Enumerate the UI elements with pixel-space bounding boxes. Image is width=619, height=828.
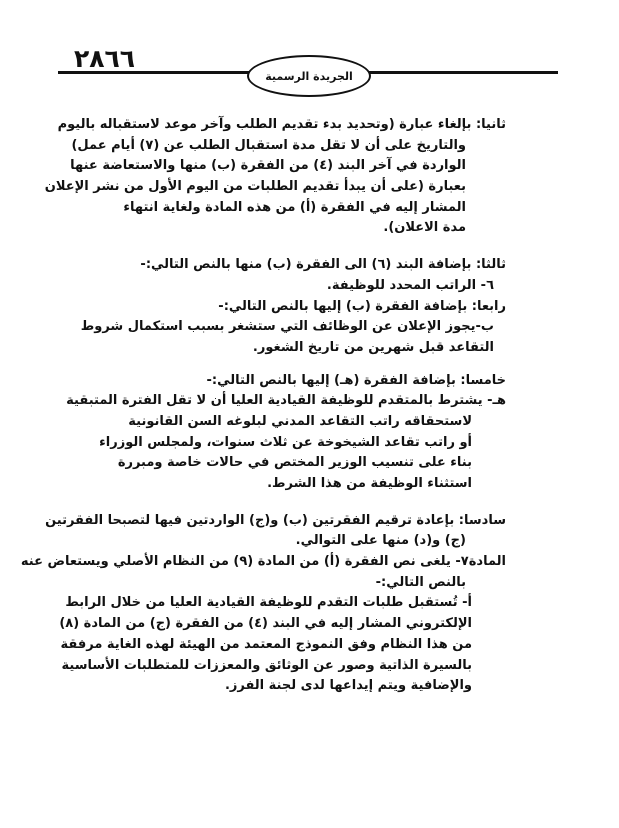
text-line: سادسا: بإعادة ترقيم الفقرتين (ب) و(ج) الواردتين فيها لتصبحا الفقرتين [45, 512, 506, 528]
text-line: استثناء الوظيفة من هذا الشرط. [267, 476, 472, 491]
document-body [20, 115, 506, 697]
text-line: والإضافية ويتم إيداعها لدى لجنة الفرز. [224, 678, 472, 694]
section-second [44, 115, 506, 239]
text-line: مدة الاعلان). [383, 220, 466, 236]
text-line: الواردة في آخر البند (٤) من الفقرة (ب) منها والاستعاضة عنها [70, 158, 466, 174]
text-line: ٦- الراتب المحدد للوظيفة. [326, 277, 494, 293]
text-line: لاستحقاقه راتب التقاعد المدني لبلوغه السن القانونية [128, 413, 472, 429]
section-fifth [60, 371, 506, 495]
gazette-title-oval [247, 55, 371, 97]
section-third [60, 255, 506, 296]
section-heading: ثالثا: بإضافة البند (٦) الى الفقرة (ب) منها بالنص التالي:- [140, 257, 506, 273]
section-fourth [60, 297, 506, 359]
section-heading: خامسا: بإضافة الفقرة (هـ) إليها بالنص التالي:- [206, 372, 506, 388]
text-line: بالسيرة الذاتية وصور عن الوثائق والمعززات للمتطلبات الأساسية [61, 657, 472, 673]
section-heading: رابعا: بإضافة الفقرة (ب) إليها بالنص التالي:- [218, 298, 506, 314]
text-line: المشار إليه في الفقرة (أ) من هذه المادة ولغاية انتهاء [123, 199, 466, 215]
text-line: والتاريخ على أن لا تقل مدة استقبال الطلب عن (٧) أيام عمل) [71, 137, 466, 153]
text-line: أ- تُستقبل طلبات التقدم للوظيفة القيادية العليا من خلال الرابط [65, 595, 472, 611]
section-sixth [45, 511, 506, 552]
article-seven [20, 552, 506, 697]
text-line: أو راتب تقاعد الشيخوخة عن ثلاث سنوات، ولمجلس الوزراء [99, 434, 472, 450]
text-line: الإلكتروني المشار إليه في البند (٤) من الفقرة (ج) من المادة (٨) [59, 616, 472, 632]
text-line: هـ- يشترط بالمتقدم للوظيفة القيادية العليا أن لا تقل الفترة المتبقية [66, 393, 506, 409]
text-line: بعبارة (على أن يبدأ تقديم الطلبات من اليوم الأول من نشر الإعلان [44, 179, 466, 195]
gazette-title: الجريدة الرسمية [265, 69, 353, 83]
text-line: بناء على تنسيب الوزير المختص في حالات خاصة ومبررة [117, 455, 472, 471]
text-line: (ج) و(د) منها على التوالي. [295, 533, 466, 549]
text-line: من هذا النظام وفق النموذج المعتمد من الهيئة لهذه الغاية مرفقة [60, 636, 472, 652]
text-line: ب-يجوز الإعلان عن الوظائف التي ستشغر بسبب استكمال شروط [80, 319, 494, 335]
page-number: ٢٨٦٦ [74, 44, 136, 73]
text-line: بالنص التالي:- [375, 574, 466, 590]
article-heading: المادة٧- يلغى نص الفقرة (أ) من المادة (٩) من النظام الأصلي ويستعاض عنه [20, 554, 506, 570]
text-line: ثانيا: بإلغاء عبارة (وتحديد بدء تقديم الطلب وآخر موعد لاستقباله باليوم [57, 117, 506, 132]
text-line: التقاعد قبل شهرين من تاريخ الشغور. [252, 339, 494, 355]
